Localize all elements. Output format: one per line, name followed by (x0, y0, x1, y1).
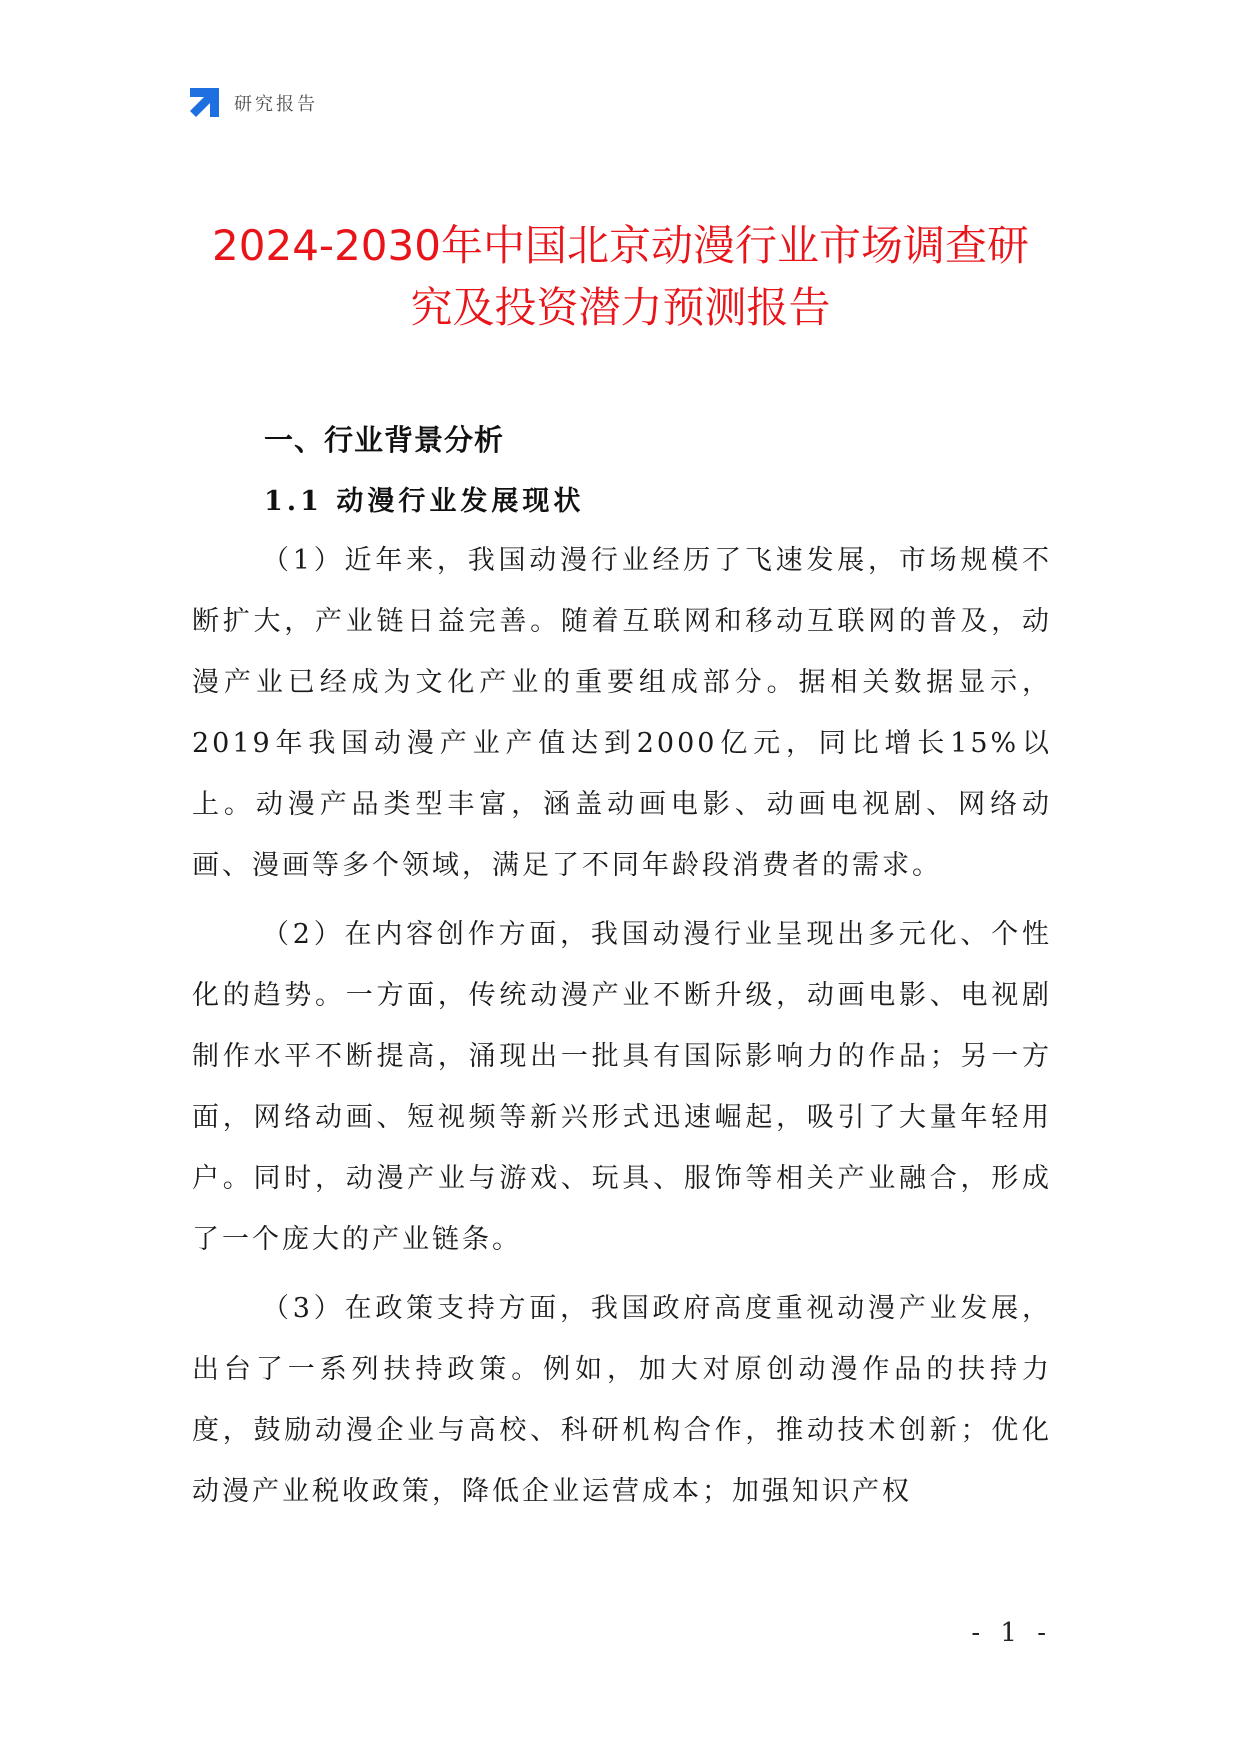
report-header (188, 86, 318, 119)
header-label: 研究报告 (234, 93, 318, 115)
section-heading: 一、行业背景分析 (264, 423, 505, 457)
title-line-2: 究及投资潜力预测报告 (410, 283, 831, 332)
document-title (150, 215, 1091, 339)
paragraph-3: （3）在政策支持方面，我国政府高度重视动漫产业发展，出台了一系列扶持政策。例如，加大对原创动漫作品的扶持力度，鼓励动漫企业与高校、科研机构合作，推动技术创新；优化动漫产业税收政策，降低企业运营成本；加强知识产权 (192, 1293, 1052, 1507)
document-body (192, 420, 1052, 1522)
paragraph-2: （2）在内容创作方面，我国动漫行业呈现出多元化、个性化的趋势。一方面，传统动漫产业不断升级，动画电影、电视剧制作水平不断提高，涌现出一批具有国际影响力的作品；另一方面，网络动画、短视频等新兴形式迅速崛起，吸引了大量年轻用户。同时，动漫产业与游戏、玩具、服饰等相关产业融合，形成了一个庞大的产业链条。 (192, 919, 1052, 1255)
page-number: - 1 - (971, 1618, 1052, 1648)
subsection-heading: 1.1 动漫行业发展现状 (264, 486, 585, 517)
arrow-up-right-icon (188, 86, 221, 119)
paragraph-1: （1）近年来，我国动漫行业经历了飞速发展，市场规模不断扩大，产业链日益完善。随着互联网和移动互联网的普及，动漫产业已经成为文化产业的重要组成部分。据相关数据显示，2019年我国动漫产业产值达到2000亿元，同比增长15%以上。动漫产品类型丰富，涵盖动画电影、动画电视剧、网络动画、漫画等多个领域，满足了不同年龄段消费者的需求。 (192, 545, 1052, 881)
title-line-1: 2024-2030年中国北京动漫行业市场调查研 (212, 221, 1029, 270)
